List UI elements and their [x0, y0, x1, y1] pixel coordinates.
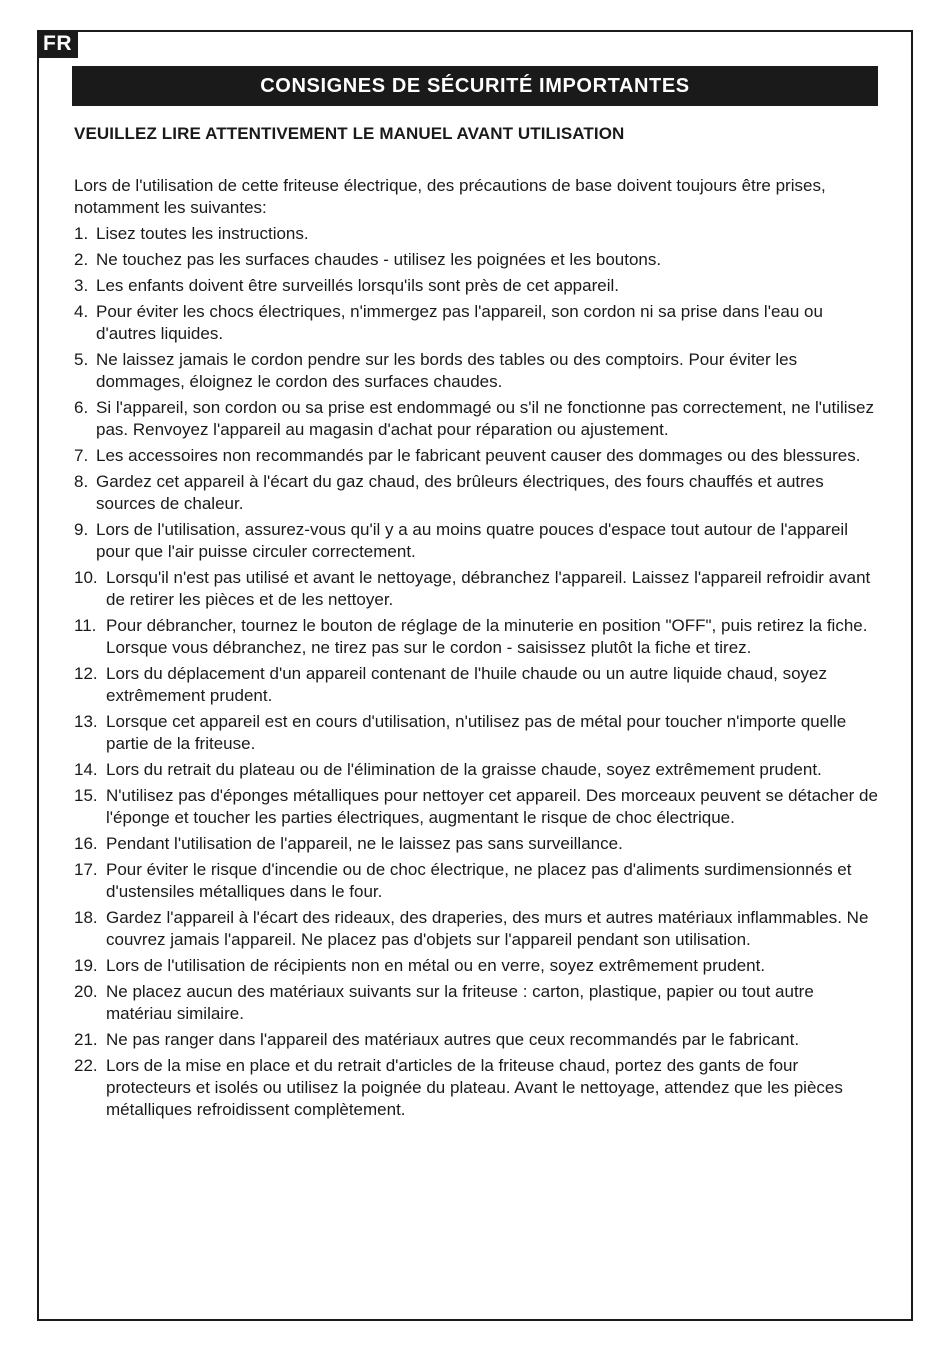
item-number: 22. — [74, 1056, 98, 1075]
list-item — [74, 833, 880, 855]
item-text: Lisez toutes les instructions. — [96, 224, 309, 243]
item-number: 9. — [74, 520, 89, 539]
item-text: N'utilisez pas d'éponges métalliques pour nettoyer cet appareil. Des morceaux peuvent se détacher de l'éponge et toucher les parties électriques, augmentant le risque de choc électrique. — [106, 786, 878, 827]
list-item — [74, 615, 880, 659]
instructions-list — [74, 223, 880, 1121]
item-text: Gardez cet appareil à l'écart du gaz chaud, des brûleurs électriques, des fours chauffés et autres sources de chaleur. — [96, 472, 824, 513]
safety-instructions — [74, 175, 880, 1125]
item-number: 16. — [74, 834, 98, 853]
item-text: Gardez l'appareil à l'écart des rideaux, des draperies, des murs et autres matériaux inflammables. Ne couvrez jamais l'appareil. Ne placez pas d'objets sur l'appareil pendant son utilisation. — [106, 908, 869, 949]
item-text: Lorsque cet appareil est en cours d'utilisation, n'utilisez pas de métal pour toucher n'importe quelle partie de la friteuse. — [106, 712, 847, 753]
list-item — [74, 1029, 880, 1051]
item-number: 20. — [74, 982, 98, 1001]
item-text: Lorsqu'il n'est pas utilisé et avant le nettoyage, débranchez l'appareil. Laissez l'appareil refroidir avant de retirer les pièces et de les nettoyer. — [106, 568, 871, 609]
item-text: Ne placez aucun des matériaux suivants sur la friteuse : carton, plastique, papier ou tout autre matériau similaire. — [106, 982, 814, 1023]
item-number: 12. — [74, 664, 98, 683]
list-item — [74, 1055, 880, 1121]
item-text: Lors du déplacement d'un appareil contenant de l'huile chaude ou un autre liquide chaud, soyez extrêmement prudent. — [106, 664, 828, 705]
list-item — [74, 981, 880, 1025]
list-item — [74, 471, 880, 515]
item-text: Pendant l'utilisation de l'appareil, ne le laissez pas sans surveillance. — [106, 834, 623, 853]
item-number: 3. — [74, 276, 89, 295]
item-text: Lors de l'utilisation, assurez-vous qu'il y a au moins quatre pouces d'espace tout autour de l'appareil pour que l'air puisse circuler correctement. — [96, 520, 848, 561]
item-number: 19. — [74, 956, 98, 975]
item-text: Lors de l'utilisation de récipients non en métal ou en verre, soyez extrêmement prudent. — [106, 956, 766, 975]
list-item — [74, 859, 880, 903]
list-item — [74, 349, 880, 393]
item-number: 10. — [74, 568, 98, 587]
item-number: 2. — [74, 250, 89, 269]
item-number: 14. — [74, 760, 98, 779]
list-item — [74, 907, 880, 951]
item-number: 7. — [74, 446, 89, 465]
item-number: 18. — [74, 908, 98, 927]
item-text: Lors du retrait du plateau ou de l'élimination de la graisse chaude, soyez extrêmement prudent. — [106, 760, 822, 779]
item-number: 6. — [74, 398, 89, 417]
item-number: 4. — [74, 302, 89, 321]
item-text: Les accessoires non recommandés par le fabricant peuvent causer des dommages ou des blessures. — [96, 446, 861, 465]
list-item — [74, 711, 880, 755]
item-number: 1. — [74, 224, 89, 243]
item-text: Pour éviter les chocs électriques, n'immergez pas l'appareil, son cordon ni sa prise dans l'eau ou d'autres liquides. — [96, 302, 823, 343]
item-number: 8. — [74, 472, 89, 491]
item-number: 17. — [74, 860, 98, 879]
item-text: Ne laissez jamais le cordon pendre sur les bords des tables ou des comptoirs. Pour éviter les dommages, éloignez le cordon des surfaces chaudes. — [96, 350, 798, 391]
list-item — [74, 567, 880, 611]
list-item — [74, 275, 880, 297]
item-number: 15. — [74, 786, 98, 805]
item-text: Lors de la mise en place et du retrait d'articles de la friteuse chaud, portez des gants de four protecteurs et isolés ou utilisez la poignée du plateau. Avant le nettoyage, attendez que les pièces métalliques refroidissent complètement. — [106, 1056, 843, 1119]
list-item — [74, 519, 880, 563]
item-text: Pour débrancher, tournez le bouton de réglage de la minuterie en position "OFF", puis retirez la fiche. Lorsque vous débranchez, ne tirez pas sur le cordon - saisissez plutôt la fiche et tirez. — [106, 616, 868, 657]
item-number: 21. — [74, 1030, 98, 1049]
intro-paragraph: Lors de l'utilisation de cette friteuse électrique, des précautions de base doivent toujours être prises, notamment les suivantes: — [74, 176, 826, 217]
list-item — [74, 301, 880, 345]
item-number: 5. — [74, 350, 89, 369]
item-text: Les enfants doivent être surveillés lorsqu'ils sont près de cet appareil. — [96, 276, 619, 295]
item-text: Si l'appareil, son cordon ou sa prise est endommagé ou s'il ne fonctionne pas correctement, ne l'utilisez pas. Renvoyez l'appareil au magasin d'achat pour réparation ou ajustement. — [96, 398, 874, 439]
list-item — [74, 785, 880, 829]
section-title: CONSIGNES DE SÉCURITÉ IMPORTANTES — [72, 66, 878, 106]
list-item — [74, 249, 880, 271]
subtitle: VEUILLEZ LIRE ATTENTIVEMENT LE MANUEL AVANT UTILISATION — [74, 124, 625, 143]
list-item — [74, 445, 880, 467]
item-text: Pour éviter le risque d'incendie ou de choc électrique, ne placez pas d'aliments surdimensionnés et d'ustensiles métalliques dans le four. — [106, 860, 852, 901]
list-item — [74, 223, 880, 245]
item-text: Ne pas ranger dans l'appareil des matériaux autres que ceux recommandés par le fabricant. — [106, 1030, 800, 1049]
list-item — [74, 397, 880, 441]
list-item — [74, 663, 880, 707]
list-item — [74, 759, 880, 781]
item-number: 11. — [74, 616, 97, 635]
item-number: 13. — [74, 712, 98, 731]
list-item — [74, 955, 880, 977]
item-text: Ne touchez pas les surfaces chaudes - utilisez les poignées et les boutons. — [96, 250, 662, 269]
language-tag: FR — [37, 30, 78, 58]
